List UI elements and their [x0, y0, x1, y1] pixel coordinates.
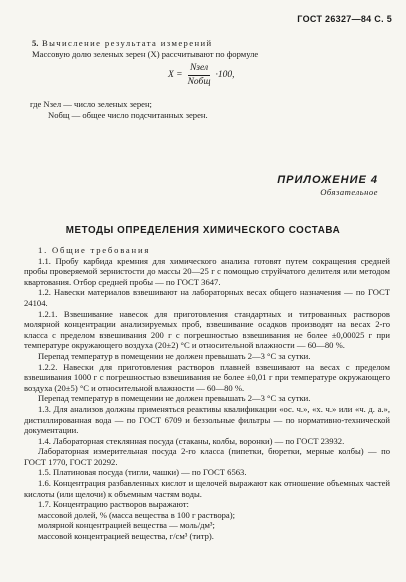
paragraph: молярной концентрацией вещества — моль/дм³; — [38, 520, 215, 531]
section-5-text: Массовую долю зеленых зерен (X) рассчитывают по формуле — [32, 48, 259, 59]
legend-line-1: где Nзел — число зеленых зерен; — [30, 99, 152, 109]
legend-line-2: Nобщ — общее число подсчитанных зерен. — [48, 109, 208, 120]
paragraph: Перепад температур в помещении не должен превышать 2—3 °С за сутки. — [38, 350, 311, 361]
formula-legend — [30, 99, 390, 120]
appendix-number: ПРИЛОЖЕНИЕ 4 — [277, 174, 378, 186]
formula — [168, 63, 235, 87]
paragraph: Перепад температур в помещении не должен превышать 2—3 °С за сутки. — [38, 393, 311, 404]
main-title: МЕТОДЫ ОПРЕДЕЛЕНИЯ ХИМИЧЕСКОГО СОСТАВА — [65, 225, 341, 236]
formula-rhs: ·100, — [215, 69, 235, 80]
appendix-kind: Обязательное — [320, 187, 378, 197]
paragraph: 1.3. Для анализов должны применяться реактивы квалификации «ос. ч.», «х. ч.» или «ч. д. а.», дистиллированная вода — по ГОСТ 6709 и беззольные фильтры — по нормативно-технической документации. — [24, 403, 390, 436]
paragraph: 1.6. Концентрация разбавленных кислот и щелочей выражают как отношение объемных частей кислоты (или щелочи) к объемным частям воды. — [24, 478, 390, 499]
formula-denominator: Nобщ — [187, 76, 211, 87]
section-5-heading: Вычисление результата измерений — [38, 38, 213, 48]
paragraph: 1.2.2. Навески для приготовления растворов плавней взвешивают на весах с пределом взвешивания 1000 г с погрешностью взвешивания не более ±0,01 г при температуре окружающего воздуха (20±5) °С и относительной влажности — 60—80 %. — [24, 361, 390, 393]
body-text — [24, 245, 390, 542]
paragraph: 1.7. Концентрацию растворов выражают: — [38, 499, 189, 510]
formula-fraction — [186, 63, 213, 87]
paragraph: 1.4. Лабораторная стеклянная посуда (стаканы, колбы, воронки) — по ГОСТ 23932. — [38, 435, 345, 446]
section-5 — [32, 38, 392, 59]
appendix-label — [277, 173, 378, 198]
paragraph: 1.5. Платиновая посуда (тигли, чашки) — по ГОСТ 6563. — [38, 467, 247, 478]
page-header: ГОСТ 26327—84 С. 5 — [297, 14, 392, 24]
paragraph: 1.2.1. Взвешивание навесок для приготовления стандартных и титрованных растворов молярной концентрации анализируемых проб, взвешивание осадков производят на весах 2-го класса с пределом взвешивания 200 г с погрешностью взвешивания не более ±0,00025 г при температуре окружающего воздуха (20±2) °С и относительной влажности — 60—80 %. — [24, 308, 390, 351]
paragraph: 1.2. Навески материалов взвешивают на лабораторных весах общего назначения — по ГОСТ 24104. — [24, 287, 390, 308]
section-5-number: 5. — [32, 38, 39, 48]
formula-numerator: Nзел — [188, 63, 210, 76]
section-5-title — [32, 38, 392, 49]
paragraph: 1.1. Пробу карбида кремния для химического анализа готовят путем сокращения средней пробы проверяемой зернистости до массы 20—25 г с помощью струйчатого делителя или методом квартования. Отбор средней пробы — по ГОСТ 3647. — [24, 255, 390, 287]
paragraph: Лабораторная измерительная посуда 2-го класса (пипетки, бюретки, мерные колбы) — по ГОСТ 1770, ГОСТ 20292. — [24, 446, 390, 467]
paragraph: массовой концентрацией вещества, г/см³ (титр). — [38, 531, 214, 542]
paragraph: массовой долей, % (масса вещества в 100 г раствора); — [38, 509, 235, 520]
formula-lhs: X = — [168, 69, 183, 80]
subheading: 1. Общие требования — [38, 245, 151, 255]
